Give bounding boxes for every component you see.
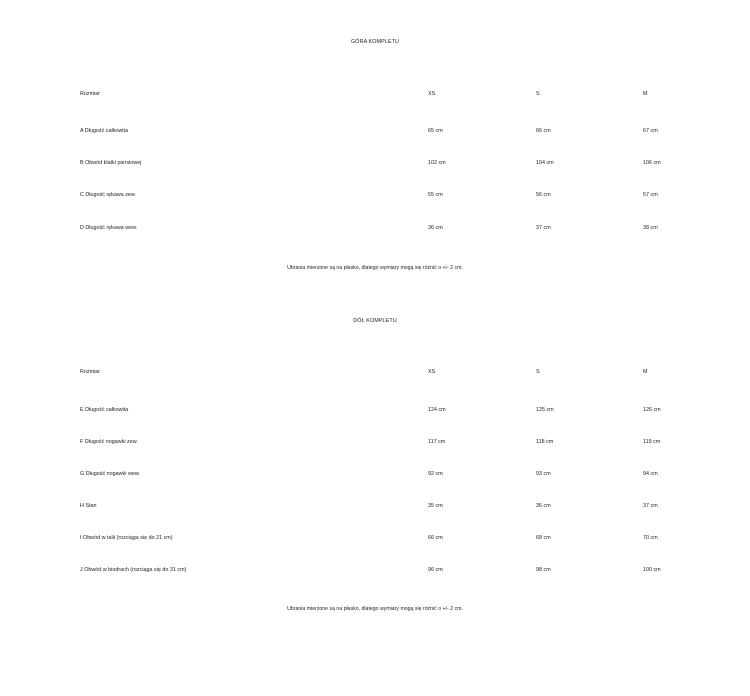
- row-value-m: 37 cm: [643, 503, 658, 509]
- table-row: [0, 224, 750, 232]
- table-row: [0, 534, 750, 542]
- row-value-xs: 55 cm: [428, 192, 443, 198]
- row-value-m: 126 cm: [643, 407, 661, 413]
- table-header-row: [0, 368, 750, 376]
- row-value-s: 118 cm: [536, 439, 554, 445]
- table-row: [0, 406, 750, 414]
- table-row: [0, 127, 750, 135]
- row-value-m: 38 cm: [643, 225, 658, 231]
- row-value-s: 68 cm: [536, 535, 551, 541]
- row-value-xs: 66 cm: [428, 535, 443, 541]
- row-value-m: 119 cm: [643, 439, 661, 445]
- row-value-m: 67 cm: [643, 128, 658, 134]
- row-value-xs: 117 cm: [428, 439, 446, 445]
- table-row: [0, 470, 750, 478]
- table-row: [0, 191, 750, 199]
- header-cell-xs: XS: [428, 91, 436, 97]
- row-value-m: 57 cm: [643, 192, 658, 198]
- row-value-m: 70 cm: [643, 535, 658, 541]
- row-value-m: 106 cm: [643, 160, 661, 166]
- row-label: B Obwód klatki piersiowej: [80, 160, 142, 166]
- table-row: [0, 502, 750, 510]
- header-cell-m: M: [643, 369, 648, 375]
- row-value-xs: 36 cm: [428, 225, 443, 231]
- row-label: D Długość rękawa wew.: [80, 225, 138, 231]
- row-label: H Stan: [80, 503, 97, 509]
- row-value-xs: 65 cm: [428, 128, 443, 134]
- measurement-note: Ubrania mierzone są na płasko, dlatego wymiary mogą się różnić o +/- 2 cm.: [287, 606, 463, 612]
- header-cell-xs: XS: [428, 369, 436, 375]
- section-title-top: GÓRA KOMPLETU: [350, 39, 400, 45]
- row-label: A Długość całkowita: [80, 128, 128, 134]
- row-label: I Obwód w talii (rozciąga się do 21 cm): [80, 535, 173, 541]
- row-value-s: 66 cm: [536, 128, 551, 134]
- row-value-m: 94 cm: [643, 471, 658, 477]
- table-row: [0, 438, 750, 446]
- section-title-bottom: DÓŁ KOMPLETU: [353, 318, 397, 324]
- row-label: F Długość nogawki zew.: [80, 439, 138, 445]
- row-value-xs: 92 cm: [428, 471, 443, 477]
- row-value-s: 104 cm: [536, 160, 554, 166]
- row-value-xs: 102 cm: [428, 160, 446, 166]
- row-value-xs: 35 cm: [428, 503, 443, 509]
- header-cell-size: Rozmiar: [80, 91, 101, 97]
- row-value-xs: 124 cm: [428, 407, 446, 413]
- measurement-note: Ubrania mierzone są na płasko, dlatego wymiary mogą się różnić o +/- 2 cm.: [287, 265, 463, 271]
- row-value-s: 37 cm: [536, 225, 551, 231]
- table-header-row: [0, 90, 750, 98]
- row-value-s: 98 cm: [536, 567, 551, 573]
- row-value-m: 100 cm: [643, 567, 661, 573]
- header-cell-s: S: [536, 91, 540, 97]
- table-row: [0, 159, 750, 167]
- row-label: J Obwód w biodrach (rozciąga się do 31 cm): [80, 567, 187, 573]
- row-value-s: 36 cm: [536, 503, 551, 509]
- header-cell-s: S: [536, 369, 540, 375]
- row-label: C Długość rękawa zew.: [80, 192, 137, 198]
- row-value-s: 93 cm: [536, 471, 551, 477]
- row-label: E Długość całkowita: [80, 407, 129, 413]
- row-label: G Długość nogawki wew.: [80, 471, 140, 477]
- row-value-s: 125 cm: [536, 407, 554, 413]
- row-value-s: 56 cm: [536, 192, 551, 198]
- row-value-xs: 96 cm: [428, 567, 443, 573]
- table-row: [0, 566, 750, 574]
- header-cell-size: Rozmiar: [80, 369, 101, 375]
- header-cell-m: M: [643, 91, 648, 97]
